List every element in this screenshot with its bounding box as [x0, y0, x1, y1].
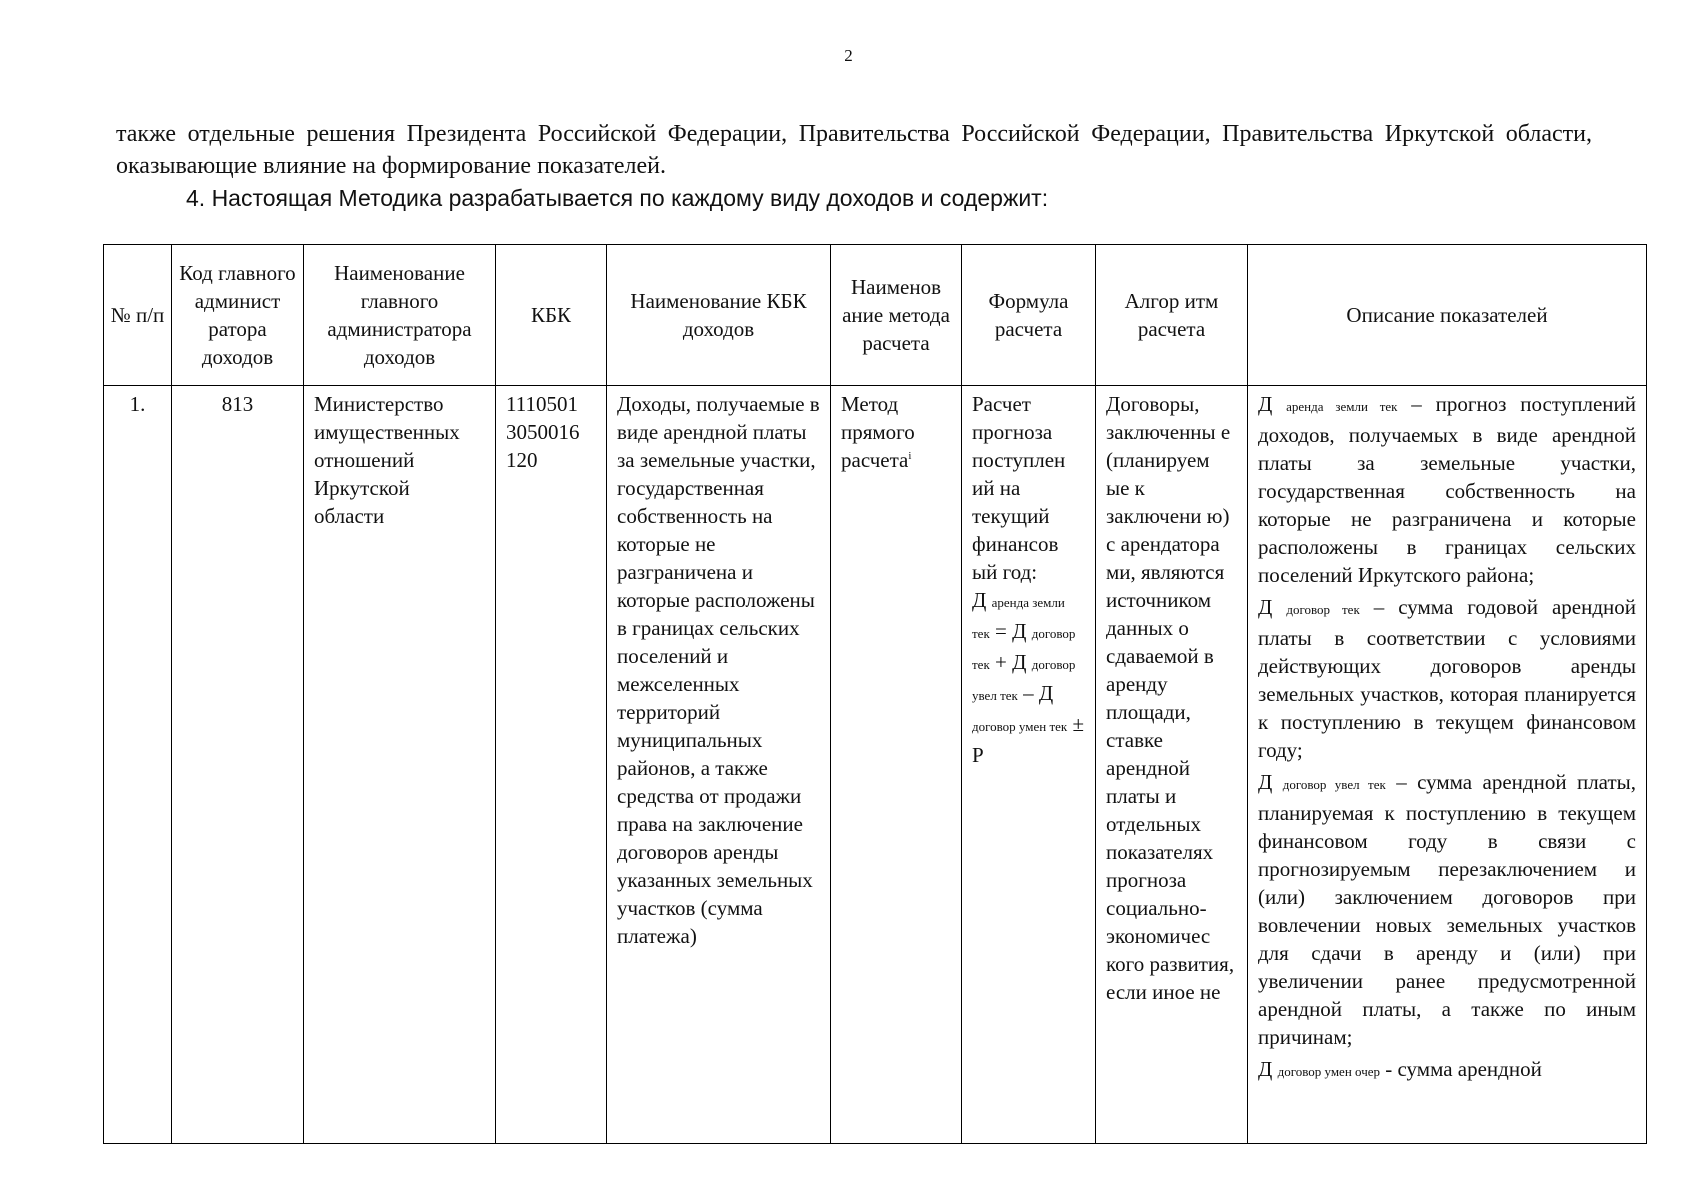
methodology-table	[103, 244, 1647, 1144]
formula-operator: –	[1023, 681, 1034, 705]
cell-admin-name: Министерство имущественных отношений Иркутской области	[304, 386, 496, 1144]
indicator-subscript: аренда земли тек	[1286, 399, 1398, 414]
indicator-symbol: Д	[1258, 1057, 1273, 1081]
cell-algorithm: Договоры, заключенны е (планируем ые к заключени ю) с арендатора ми, являются источником данных о сдаваемой в аренду площади, ставке арендной платы и отдельных показателях прогноза социально-экономичес кого развития, если иное не	[1096, 386, 1248, 1144]
header-num: № п/п	[104, 245, 172, 386]
indicator-text: - сумма арендной	[1380, 1057, 1542, 1081]
header-kbk-name: Наименование КБК доходов	[607, 245, 831, 386]
kbk-line: 120	[506, 448, 538, 472]
formula-expression	[972, 586, 1085, 769]
kbk-line: 3050016	[506, 420, 580, 444]
method-name-text: Метод прямого расчета	[841, 392, 915, 472]
header-algorithm: Алгор итм расчета	[1096, 245, 1248, 386]
indicator-subscript: договор умен очер	[1277, 1064, 1381, 1079]
header-admin-code: Код главного админист ратора доходов	[172, 245, 304, 386]
description-paragraph	[1258, 593, 1636, 764]
formula-operator: =	[995, 619, 1007, 643]
formula-operator: ± Р	[972, 712, 1085, 767]
description-paragraph	[1258, 390, 1636, 589]
indicator-text: – прогноз поступлений доходов, получаемых в виде арендной платы за земельные участки, государственная собственность на которые не разграничена и которые расположены в границах сельских поселений Иркутского района;	[1258, 392, 1637, 587]
formula-subscript: договор увел тек	[972, 657, 1076, 703]
header-admin-name: Наименование главного администратора доходов	[304, 245, 496, 386]
cell-kbk-name: Доходы, получаемые в виде арендной платы за земельные участки, государственная собственность на которые не разграничена и которые расположены в границах сельских поселений и межселенных территорий муниципальных районов, а также средства от продажи права на заключение договоров аренды указанных земельных участков (сумма платежа)	[607, 386, 831, 1144]
indicator-symbol: Д	[1258, 595, 1273, 619]
header-description: Описание показателей	[1248, 245, 1647, 386]
intro-paragraph: также отдельные решения Президента Российской Федерации, Правительства Российской Федерации, Правительства Иркутской области, оказывающие влияние на формирование показателей.	[116, 121, 1592, 179]
formula-operator: +	[995, 650, 1007, 674]
cell-description	[1248, 386, 1647, 1144]
formula-symbol: Д	[972, 588, 987, 612]
description-paragraph	[1258, 1055, 1636, 1086]
indicator-text: – сумма арендной платы, планируемая к поступлению в текущем финансовом году в связи с прогнозируемым перезаключением и (или) заключением договоров при вовлечении новых земельных участков для сдачи в аренду и (или) при увеличении ранее предусмотренной арендной платы, а также по иным причинам;	[1258, 770, 1636, 1049]
formula-intro: Расчет прогноза поступлен ий на текущий финансов ый год:	[972, 392, 1066, 584]
point-4-paragraph: 4. Настоящая Методика разрабатывается по каждому виду доходов и содержит:	[186, 185, 1049, 211]
cell-num: 1.	[104, 386, 172, 1144]
formula-subscript: договор умен тек	[972, 719, 1068, 734]
formula-symbol: Д	[1012, 619, 1027, 643]
cell-formula	[962, 386, 1096, 1144]
formula-subscript: договор тек	[972, 626, 1076, 672]
indicator-subscript: договор увел тек	[1282, 777, 1386, 792]
indicator-symbol: Д	[1258, 770, 1273, 794]
indicator-text: – сумма годовой арендной платы в соответствии с условиями действующих договоров аренды земельных участков, которая планируется к поступлению в текущем финансовом году;	[1258, 595, 1636, 762]
header-formula: Формула расчета	[962, 245, 1096, 386]
formula-symbol: Д	[1012, 650, 1027, 674]
cell-admin-code: 813	[172, 386, 304, 1144]
formula-subscript: аренда земли тек	[972, 595, 1065, 641]
page-number: 2	[844, 46, 853, 65]
indicator-symbol: Д	[1258, 392, 1273, 416]
cell-kbk	[496, 386, 607, 1144]
header-method-name: Наименов ание метода расчета	[831, 245, 962, 386]
kbk-line: 1110501	[506, 392, 578, 416]
header-kbk: КБК	[496, 245, 607, 386]
indicator-subscript: договор тек	[1286, 602, 1360, 617]
table-row	[104, 386, 1647, 1144]
method-footnote-marker: i	[908, 450, 912, 462]
formula-symbol: Д	[1038, 681, 1054, 705]
cell-method-name	[831, 386, 962, 1144]
table-header-row	[104, 245, 1647, 386]
description-paragraph	[1258, 768, 1636, 1051]
